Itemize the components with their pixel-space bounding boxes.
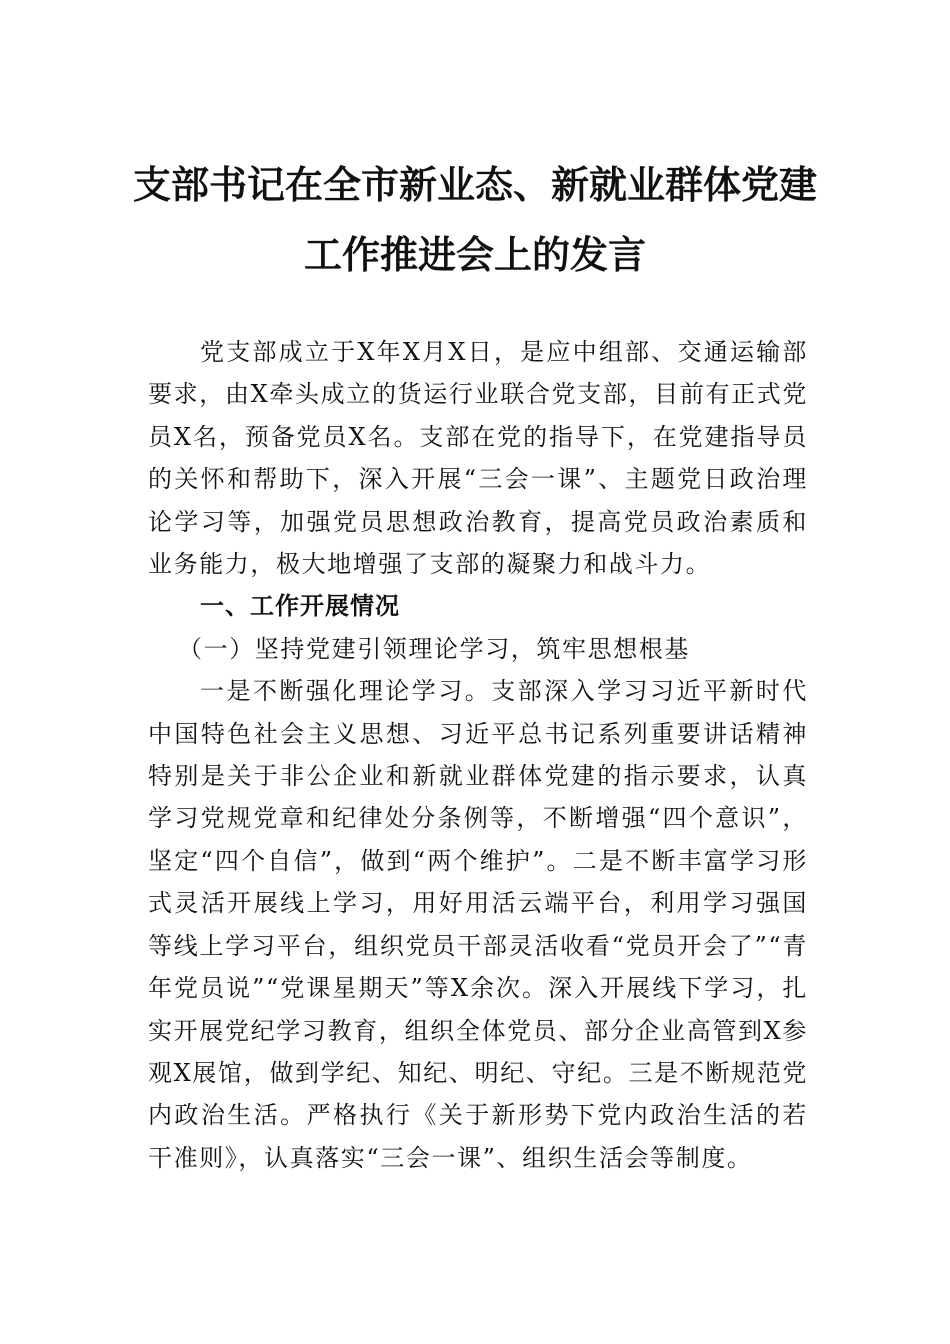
body-paragraph: 一是不断强化理论学习。支部深入学习习近平新时代中国特色社会主义思想、习近平总书记系列重要讲话精神特别是关于非公企业和新就业群体党建的指示要求，认真学习党规党章和纪律处分条例等，不断增强“四个意识”，坚定“四个自信”，做到“两个维护”。二是不断丰富学习形式灵活开展线上学习，用好用活云端平台，利用学习强国等线上学习平台，组织党员干部灵活收看“党员开会了”“青年党员说”“党课星期天”等X余次。深入开展线下学习，扎实开展党纪学习教育，组织全体党员、部分企业高管到X参观X展馆，做到学纪、知纪、明纪、守纪。三是不断规范党内政治生活。严格执行《关于新形势下党内政治生活的若干准则》，认真落实“三会一课”、组织生活会等制度。 <box>148 677 808 1172</box>
document-title-line-2: 工作推进会上的发言 <box>303 232 646 277</box>
section-heading: 一、工作开展情况 <box>200 592 400 621</box>
subsection-heading: （一）坚持党建引领理论学习，筑牢思想根基 <box>178 634 690 663</box>
intro-paragraph: 党支部成立于X年X月X日，是应中组部、交通运输部要求，由X牵头成立的货运行业联合党支部，目前有正式党员X名，预备党员X名。支部在党的指导下，在党建指导员的关怀和帮助下，深入开展“三会一课”、主题党日政治理论学习等，加强党员思想政治教育，提高党员政治素质和业务能力，极大地增强了支部的凝聚力和战斗力。 <box>148 338 808 579</box>
document-body <box>148 331 808 1179</box>
document-title-line-1: 支部书记在全市新业态、新就业群体党建 <box>132 162 817 207</box>
